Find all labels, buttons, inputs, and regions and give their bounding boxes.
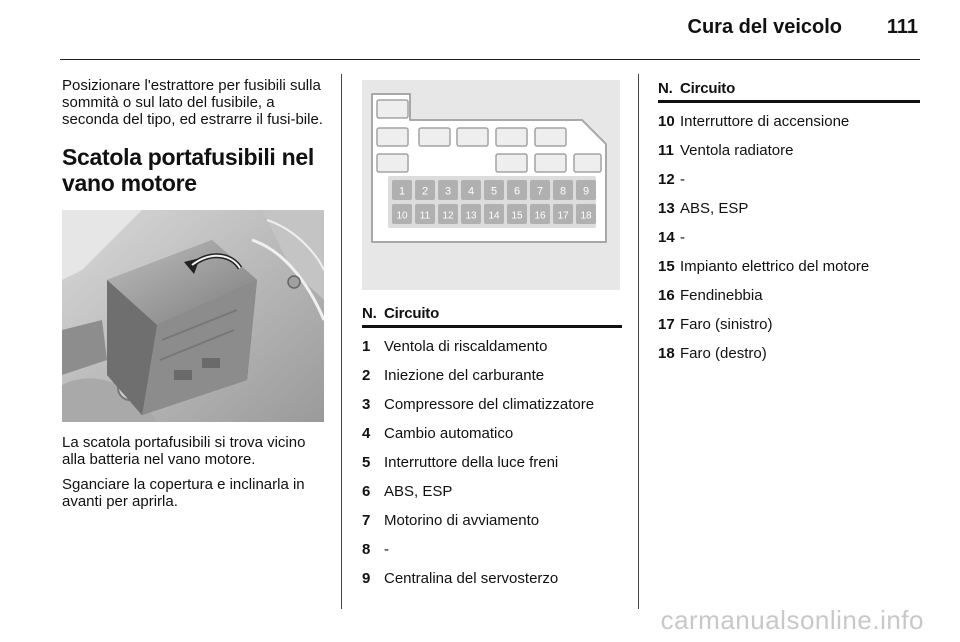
circuit-name: Interruttore di accensione: [680, 113, 850, 130]
header-rule: [60, 59, 920, 60]
table-row: [362, 477, 622, 506]
table-row: [362, 564, 622, 593]
fuse-number: 15: [658, 258, 675, 275]
table-row: [658, 281, 920, 310]
fuse-slot-label: 15: [511, 210, 523, 222]
fuse-table-left: [362, 303, 622, 593]
table-row: [658, 223, 920, 252]
fuse-number: 3: [362, 396, 371, 413]
circuit-name: -: [680, 171, 685, 188]
fuse-number: 6: [362, 483, 371, 500]
table-rows: [362, 328, 622, 593]
fuse-slot-label: 9: [582, 185, 590, 198]
fuse-number: 17: [658, 316, 675, 333]
column-divider-right: [638, 74, 639, 609]
section-heading: Scatola portafusibili nel vano motore: [62, 144, 314, 196]
fuse-number: 7: [362, 512, 371, 529]
circuit-name: Ventola radiatore: [680, 142, 794, 159]
fuse-slot-label: 2: [421, 185, 429, 198]
circuit-name: Interruttore della luce freni: [384, 454, 559, 471]
circuit-name: Motorino di avviamento: [384, 512, 540, 529]
fuse-slot-label: 5: [490, 185, 498, 198]
fuse-number: 5: [362, 454, 371, 471]
table-row: [362, 332, 622, 361]
left-column: [62, 77, 330, 510]
fuse-slot-label: 16: [534, 210, 546, 222]
fuse-slot-label: 1: [398, 185, 406, 198]
intro-paragraph: Posizionare l'estrattore per fusibili sulla sommità o sul lato del fusibile, a seconda del tipo, ed estrarre il fusi-bile.: [62, 77, 323, 128]
fuse-number: 18: [658, 345, 675, 362]
circuit-name: Fendinebbia: [680, 287, 763, 304]
fuse-slot-label: 10: [396, 210, 408, 222]
engine-fusebox-photo: [62, 210, 324, 422]
fuse-number: 1: [362, 338, 371, 355]
circuit-name: Faro (destro): [680, 345, 767, 362]
circuit-name: ABS, ESP: [384, 483, 453, 500]
table-row: [658, 252, 920, 281]
fuse-slot-label: 6: [513, 185, 521, 198]
caption-location: La scatola portafusibili si trova vicino alla batteria nel vano motore.: [62, 434, 306, 468]
circuit-name: Compressore del climatizzatore: [384, 396, 595, 413]
circuit-name: Iniezione del carburante: [384, 367, 545, 384]
table-row: [362, 390, 622, 419]
fuse-number: 12: [658, 171, 675, 188]
fuse-slot-label: 18: [580, 210, 592, 222]
table-row: [658, 136, 920, 165]
fuse-slot-label: 14: [488, 210, 500, 222]
fuse-number: 9: [362, 570, 371, 587]
fuse-slot-label: 13: [465, 210, 477, 222]
table-header: [658, 78, 920, 103]
fuse-number: 16: [658, 287, 675, 304]
header-circuit: Circuito: [384, 305, 440, 322]
table-row: [658, 194, 920, 223]
table-row: [362, 535, 622, 564]
table-row: [658, 107, 920, 136]
fuse-slot-label: 17: [557, 210, 569, 222]
fusebox-diagram: [362, 80, 620, 290]
table-row: [362, 506, 622, 535]
caption-open: Sganciare la copertura e inclinarla in avanti per aprirla.: [62, 476, 305, 510]
fuse-number: 2: [362, 367, 371, 384]
fuse-number: 4: [362, 425, 371, 442]
watermark: carmanualsonline.info: [660, 605, 924, 635]
table-row: [658, 310, 920, 339]
page-number: 111: [886, 16, 918, 38]
fuse-slot-label: 7: [536, 185, 544, 198]
circuit-name: Cambio automatico: [384, 425, 514, 442]
fuse-number: 11: [658, 142, 674, 159]
header-number: N.: [658, 80, 673, 97]
fuse-slot-label: 4: [467, 185, 475, 198]
fuse-slot-label: 3: [444, 185, 452, 198]
header-number: N.: [362, 305, 377, 322]
circuit-name: -: [384, 541, 389, 558]
circuit-name: ABS, ESP: [680, 200, 749, 217]
circuit-name: Ventola di riscaldamento: [384, 338, 548, 355]
running-header: [0, 16, 960, 46]
chapter-title: Cura del veicolo: [687, 16, 842, 38]
column-divider-left: [341, 74, 342, 609]
fuse-number: 13: [658, 200, 675, 217]
circuit-name: Faro (sinistro): [680, 316, 773, 333]
circuit-name: Impianto elettrico del motore: [680, 258, 870, 275]
fuse-number: 10: [658, 113, 675, 130]
fuse-slot-label: 12: [442, 210, 454, 222]
table-row: [362, 361, 622, 390]
fuse-table-right: [658, 78, 920, 368]
table-header: [362, 303, 622, 328]
fuse-number: 14: [658, 229, 675, 246]
fuse-number: 8: [362, 541, 371, 558]
circuit-name: Centralina del servosterzo: [384, 570, 559, 587]
fuse-slot-label: 8: [559, 185, 567, 198]
table-row: [362, 419, 622, 448]
header-circuit: Circuito: [680, 80, 736, 97]
table-row: [362, 448, 622, 477]
circuit-name: -: [680, 229, 685, 246]
fuse-slot-label: 11: [419, 210, 431, 222]
table-row: [658, 165, 920, 194]
table-rows: [658, 103, 920, 368]
table-row: [658, 339, 920, 368]
